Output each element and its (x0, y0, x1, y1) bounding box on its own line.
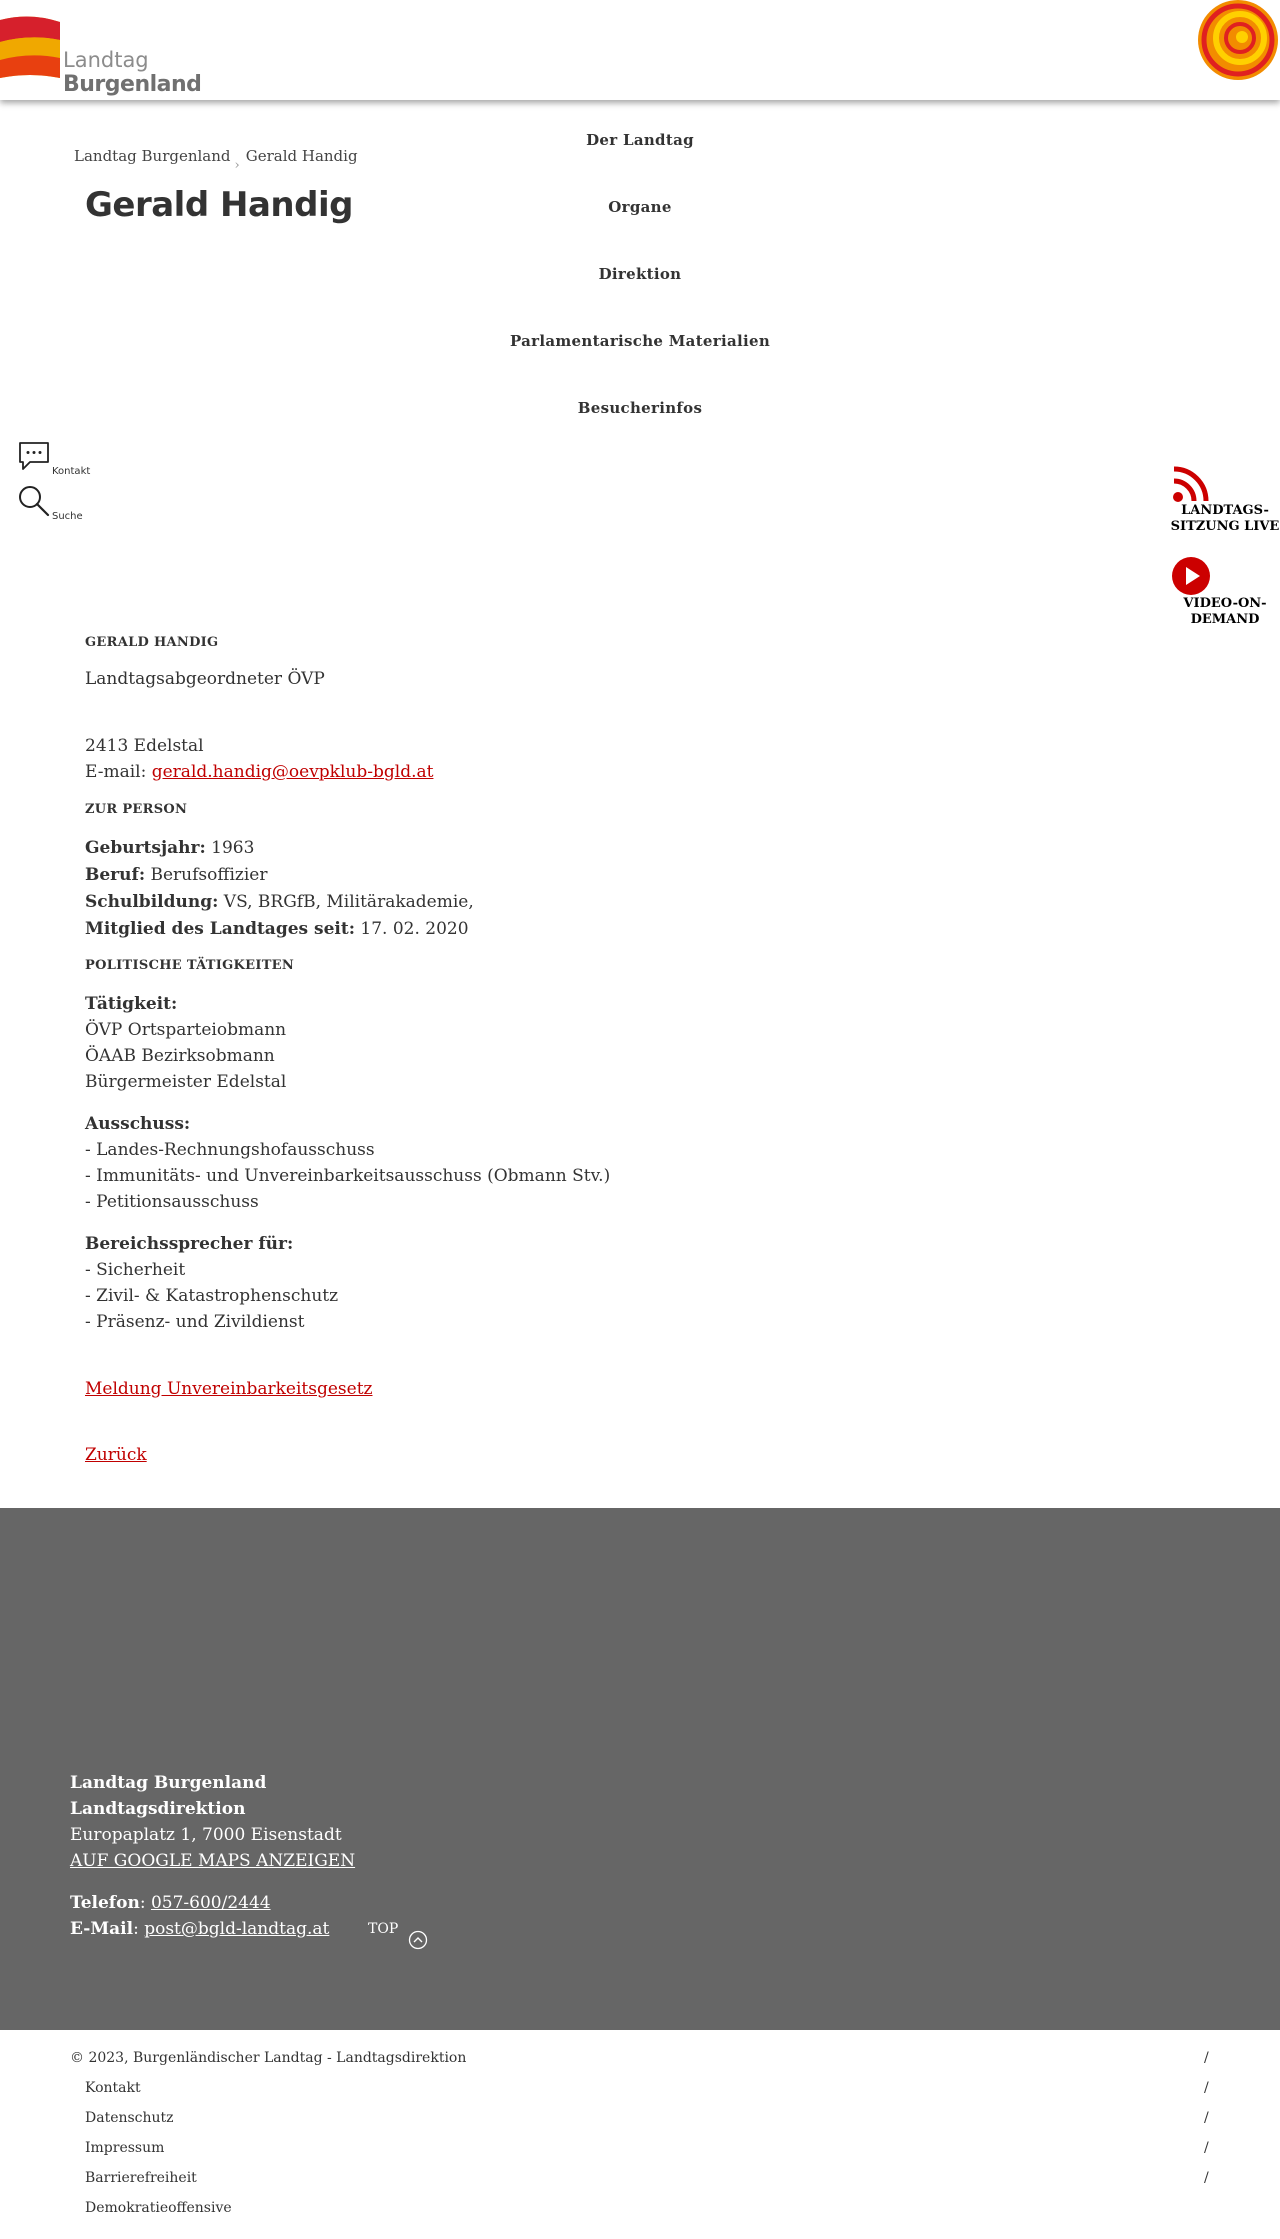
top-label: TOP (368, 1921, 399, 1937)
logo-text-burgenland: Burgenland (63, 72, 202, 97)
breadcrumb (74, 147, 358, 173)
breadcrumb-item-home[interactable]: Landtag Burgenland (74, 147, 231, 165)
separator: / (1204, 2140, 1209, 2156)
list-item: ÖVP Ortsparteiobmann (85, 1020, 287, 1040)
search-shortcut[interactable] (18, 485, 83, 522)
nav-item-besucherinfos[interactable]: Besucherinfos (577, 399, 703, 417)
info-value: 1963 (211, 838, 255, 858)
logo-text-landtag: Landtag (63, 48, 149, 72)
footer-org1: Landtag Burgenland (70, 1773, 267, 1793)
label-text: Tätigkeit: (85, 994, 178, 1014)
mail-link[interactable]: post@bgld-landtag.at (144, 1919, 330, 1939)
separator: / (1204, 2050, 1209, 2066)
bottom-bar (0, 2030, 1280, 2239)
footer-org2: Landtagsdirektion (70, 1799, 246, 1819)
flag-logo-icon (0, 16, 62, 78)
info-label: Schulbildung: (85, 892, 219, 912)
contact-shortcut[interactable] (18, 441, 91, 477)
info-row-education (85, 892, 474, 912)
separator: / (1204, 2080, 1209, 2096)
list-item: - Petitionsausschuss (85, 1192, 259, 1212)
nav-item-direktion[interactable]: Direktion (598, 265, 682, 283)
info-label: Mitglied des Landtages seit: (85, 919, 355, 939)
breadcrumb-item-current[interactable]: Gerald Handig (245, 147, 358, 165)
nav-item-parlamentarische-materialien[interactable]: Parlamentarische Materialien (509, 332, 771, 350)
copyright-text: © 2023, Burgenländischer Landtag - Landtagsdirektion (70, 2050, 467, 2066)
list-item: - Sicherheit (85, 1260, 186, 1280)
site-header (0, 0, 1280, 100)
burgenland-sun-icon[interactable] (1196, 0, 1280, 84)
info-row-member-since (85, 919, 469, 939)
info-label: Geburtsjahr: (85, 838, 206, 858)
chevron-up-circle-icon (408, 1930, 428, 1950)
live-line1: LANDTAGS- (1181, 503, 1269, 518)
play-icon (1171, 556, 1211, 596)
person-email-line (85, 762, 433, 782)
footer-phone: Telefon: 057-600/2444 (70, 1893, 271, 1913)
label-text: Ausschuss: (85, 1114, 191, 1134)
info-row-profession (85, 865, 267, 885)
footer-link-datenschutz[interactable]: Datenschutz (85, 2110, 174, 2126)
taetigkeit-label (85, 994, 177, 1014)
email-label: E-mail: (85, 762, 147, 782)
person-name-heading: GERALD HANDIG (85, 635, 219, 650)
landtag-logo[interactable] (0, 16, 202, 97)
separator: / (1204, 2170, 1209, 2186)
list-item: ÖAAB Bezirksobmann (85, 1046, 275, 1066)
person-address: 2413 Edelstal (85, 736, 204, 756)
search-label: Suche (52, 511, 83, 522)
list-item: - Immunitäts- und Unvereinbarkeitsausschuss (Obmann Stv.) (85, 1166, 611, 1186)
footer-mail: E-Mail: post@bgld-landtag.at (70, 1919, 330, 1939)
list-item: - Präsenz- und Zivildienst (85, 1312, 305, 1332)
mail-label: E-Mail (70, 1919, 134, 1939)
info-value: VS, BRGfB, Militärakademie, (223, 892, 474, 912)
footer-link-demokratieoffensive[interactable]: Demokratieoffensive (85, 2200, 232, 2216)
footer-link-barrierefreiheit[interactable]: Barrierefreiheit (85, 2170, 197, 2186)
page-title: Gerald Handig (85, 185, 353, 225)
info-row-birthyear (85, 838, 254, 858)
live-line2: SITZUNG LIVE (1170, 519, 1280, 534)
list-item: - Landes-Rechnungshofausschuss (85, 1140, 375, 1160)
live-session-widget[interactable] (1170, 462, 1280, 532)
search-icon (18, 485, 50, 517)
label-text: Bereichssprecher für: (85, 1234, 294, 1254)
info-label: Beruf: (85, 865, 146, 885)
meldung-unvereinbarkeitsgesetz-link[interactable]: Meldung Unvereinbarkeitsgesetz (85, 1379, 373, 1399)
list-item: Bürgermeister Edelstal (85, 1072, 287, 1092)
vod-line2: DEMAND (1190, 612, 1260, 627)
back-link[interactable]: Zurück (85, 1445, 147, 1465)
phone-link[interactable]: 057-600/2444 (150, 1893, 271, 1913)
nav-item-organe[interactable]: Organe (608, 198, 672, 216)
info-value: Berufsoffizier (150, 865, 268, 885)
breadcrumb-separator-icon: › (234, 158, 240, 173)
back-to-top-button[interactable] (368, 1921, 398, 1937)
video-on-demand-widget[interactable] (1170, 556, 1280, 631)
list-item: - Zivil- & Katastrophenschutz (85, 1286, 339, 1306)
email-link[interactable]: gerald.handig@oevpklub-bgld.at (151, 762, 434, 782)
info-value: 17. 02. 2020 (360, 919, 469, 939)
google-maps-link[interactable]: AUF GOOGLE MAPS ANZEIGEN (70, 1851, 356, 1871)
phone-label: Telefon (70, 1893, 140, 1913)
separator: / (1204, 2110, 1209, 2126)
section-heading-zur-person: ZUR PERSON (85, 802, 188, 817)
vod-line1: VIDEO-ON- (1183, 596, 1267, 611)
site-footer (0, 1508, 1280, 2030)
footer-address: Europaplatz 1, 7000 Eisenstadt (70, 1825, 342, 1845)
nav-item-der-landtag[interactable]: Der Landtag (586, 131, 694, 149)
section-heading-politische-taetigkeiten: POLITISCHE TÄTIGKEITEN (85, 958, 295, 973)
rss-feed-icon (1172, 464, 1212, 504)
footer-link-kontakt[interactable]: Kontakt (85, 2080, 141, 2096)
sprecher-label (85, 1234, 293, 1254)
person-role: Landtagsabgeordneter ÖVP (85, 669, 325, 689)
contact-label: Kontakt (52, 466, 91, 477)
footer-link-impressum[interactable]: Impressum (85, 2140, 165, 2156)
ausschuss-label (85, 1114, 190, 1134)
chat-bubble-icon (18, 441, 50, 471)
